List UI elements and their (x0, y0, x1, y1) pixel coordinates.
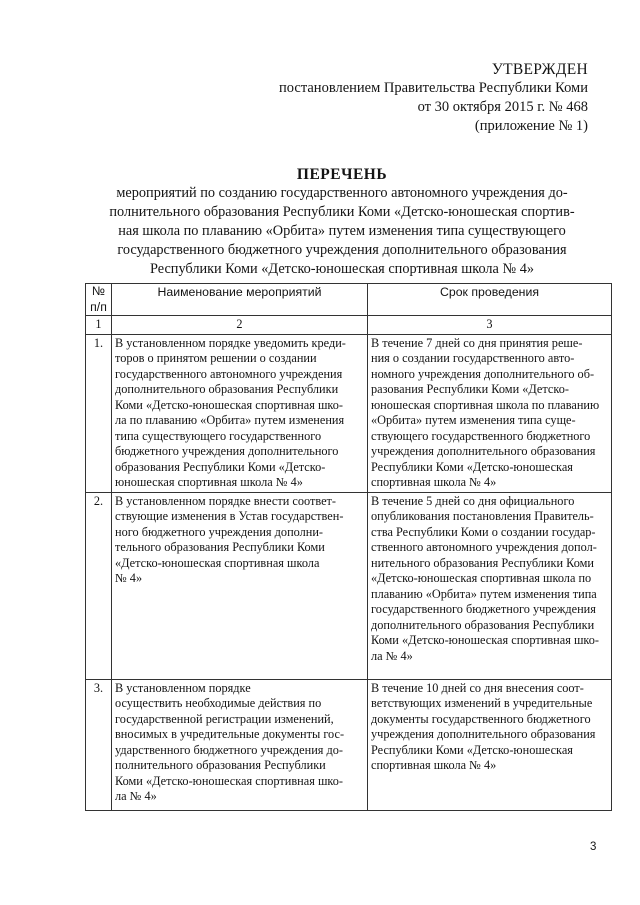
cell-line: учреждения дополнительного образования (371, 727, 596, 741)
column-numbers-row (86, 316, 612, 335)
table-row (86, 492, 612, 679)
heading-line: Республики Коми «Детско-юношеская спортивная школа № 4» (149, 261, 534, 277)
cell-line: спортивная школа № 4» (371, 475, 497, 489)
heading-line: полнительного образования Республики Коми «Детско-юношеская спортив- (109, 204, 575, 220)
table-row (86, 679, 612, 810)
cell-line: ударственного бюджетного учреждения до- (115, 742, 344, 757)
heading-line: мероприятий по созданию государственного автономного учреждения до- (116, 185, 568, 201)
cell-line: учреждения дополнительного образования (371, 444, 596, 458)
cell-line: Коми «Детско-юношеская спортивная шко- (115, 773, 344, 788)
header-name: Наименование мероприятий (112, 284, 368, 316)
table-header-row (86, 284, 612, 316)
cell-line: «Детско-юношеская спортивная школа по (371, 571, 592, 585)
row-deadline-cell (368, 334, 612, 492)
row-deadline-cell (368, 679, 612, 810)
cell-line: разования Республики Коми «Детско- (371, 382, 569, 396)
cell-line: государственного бюджетного учреждения (371, 602, 596, 616)
table-row (86, 334, 612, 492)
approval-title: УТВЕРЖДЕН (491, 61, 588, 78)
cell-line: плаванию «Орбита» путем изменения типа (371, 586, 597, 601)
document-heading (78, 165, 606, 279)
approval-line-1: постановлением Правительства Республики Коми (279, 80, 588, 96)
cell-line: осуществить необходимые действия по (115, 696, 322, 710)
cell-line: государственного автономного учреждения (115, 366, 343, 381)
cell-line: документы государственного бюджетного (371, 711, 591, 726)
cell-line: тельного образования Республики Коми (115, 540, 325, 554)
cell-line: «Детско-юношеская спортивная школа (115, 555, 320, 570)
cell-line: В установленном порядке (115, 680, 251, 695)
row-number: 1. (86, 334, 112, 492)
cell-line: нительного образования Республики Коми (371, 555, 594, 570)
row-number: 2. (86, 492, 112, 679)
cell-line: ства Республики Коми о создании государ- (371, 524, 596, 539)
cell-line: Коми «Детско-юношеская спортивная шко- (371, 633, 600, 647)
header-deadline: Срок проведения (368, 284, 612, 316)
column-number: 1 (86, 316, 112, 335)
cell-line: Республики Коми «Детско-юношеская (371, 742, 573, 757)
cell-line: образования Республики Коми «Детско- (115, 459, 326, 474)
approval-block (279, 60, 588, 136)
cell-line: номного учреждения дополнительного об- (371, 366, 595, 381)
cell-line: В установленном порядке внести соответ- (115, 493, 337, 508)
cell-line: ла по плаванию «Орбита» путем изменения (115, 413, 345, 427)
header-number (86, 284, 112, 316)
cell-line: ственного автономного учреждения допол- (371, 540, 597, 554)
events-table (85, 283, 612, 811)
cell-line: В установленном порядке уведомить креди- (115, 335, 346, 350)
cell-line: дополнительного образования Республики (115, 382, 339, 396)
cell-line: ствующего государственного бюджетного (371, 428, 591, 443)
cell-line: ния о создании государственного авто- (371, 351, 575, 365)
cell-line: типа существующего государственного (115, 428, 322, 443)
cell-line: Республики Коми «Детско-юношеская (371, 459, 573, 474)
cell-line: № 4» (115, 571, 143, 585)
cell-line: спортивная школа № 4» (371, 758, 497, 772)
cell-line: ствующие изменения в Устав государствен- (115, 509, 344, 523)
approval-line-2: от 30 октября 2015 г. № 468 (417, 99, 588, 115)
cell-line: В течение 10 дней со дня внесения соот- (371, 680, 584, 695)
approval-line-3: (приложение № 1) (474, 118, 588, 134)
cell-line: ла № 4» (115, 789, 157, 803)
cell-line: дополнительного образования Республики (371, 617, 595, 632)
heading-line: государственного бюджетного учреждения дополнительного образования (117, 242, 567, 258)
column-number: 2 (112, 316, 368, 335)
row-name-cell (112, 679, 368, 810)
cell-line: опубликования постановления Правитель- (371, 509, 594, 523)
document-title: ПЕРЕЧЕНЬ (296, 166, 388, 183)
cell-line: ного бюджетного учреждения дополни- (115, 524, 324, 539)
cell-line: юношеская спортивная школа по плаванию (371, 397, 600, 412)
row-number: 3. (86, 679, 112, 810)
row-deadline-cell (368, 492, 612, 679)
header-number-line: № (91, 284, 106, 298)
cell-line: ветствующих изменений в учредительные (371, 696, 593, 710)
cell-line: юношеская спортивная школа № 4» (115, 475, 303, 489)
cell-line: государственной регистрации изменений, (115, 711, 334, 726)
cell-line: В течение 7 дней со дня принятия реше- (371, 335, 583, 350)
cell-line: Коми «Детско-юношеская спортивная шко- (115, 397, 344, 412)
cell-line: ла № 4» (371, 648, 413, 663)
cell-line: торов о принятом решении о создании (115, 351, 317, 365)
cell-line: бюджетного учреждения дополнительного (115, 444, 339, 458)
row-name-cell (112, 492, 368, 679)
heading-line: ная школа по плаванию «Орбита» путем изменения типа существующего (118, 223, 566, 239)
cell-line: полнительного образования Республики (115, 758, 326, 772)
column-number: 3 (368, 316, 612, 335)
cell-line: «Орбита» путем изменения типа суще- (371, 413, 576, 427)
row-name-cell (112, 334, 368, 492)
cell-line: В течение 5 дней со дня официального (371, 493, 575, 508)
header-number-line: п/п (90, 299, 107, 314)
cell-line: вносимых в учредительные документы гос- (115, 727, 345, 741)
page-number: 3 (590, 841, 597, 853)
